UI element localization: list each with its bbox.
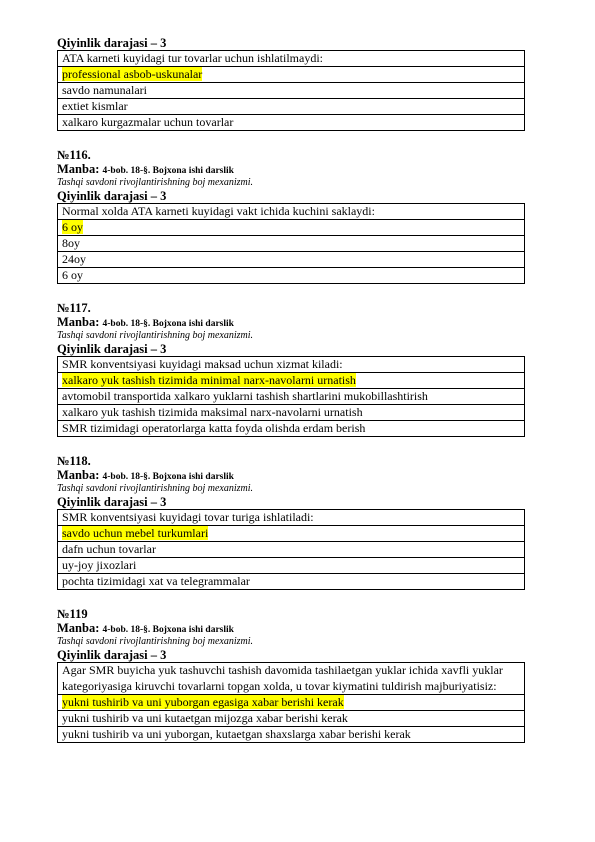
question-table <box>57 203 525 284</box>
answer-option: xalkaro yuk tashish tizimida maksimal narx-navolarni urnatish <box>58 405 525 421</box>
question-text: Agar SMR buyicha yuk tashuvchi tashish davomida tashilaetgan yuklar ichida xavfli yuklar kategoriyasiga kiruvchi tovarlarni topgan xolda, u tovar kiymatini tuldirish majburiyatisiz: <box>58 663 525 695</box>
question-number: №116. <box>57 148 91 162</box>
answer-option: dafn uchun tovarlar <box>58 542 525 558</box>
question-row <box>58 663 525 695</box>
answer-option: pochta tizimidagi xat va telegrammalar <box>58 574 525 590</box>
question-text: SMR konventsiyasi kuyidagi maksad uchun xizmat kiladi: <box>58 357 525 373</box>
question-row <box>58 510 525 526</box>
answer-row <box>58 67 525 83</box>
topic-line: Tashqi savdoni rivojlantirishning boj mexanizmi. <box>57 483 254 494</box>
source-line <box>57 468 525 482</box>
answer-option: avtomobil transportida xalkaro yuklarni tashish shartlarini mukobillashtirish <box>58 389 525 405</box>
answer-row <box>58 252 525 268</box>
correct-answer: 6 oy <box>62 220 83 234</box>
difficulty-level: Qiyinlik darajasi – 3 <box>57 189 167 203</box>
difficulty-level: Qiyinlik darajasi – 3 <box>57 495 167 509</box>
answer-option: 24oy <box>58 252 525 268</box>
source-line <box>57 315 525 329</box>
answer-row <box>58 574 525 590</box>
question-number: №117. <box>57 301 91 315</box>
answer-row <box>58 115 525 131</box>
answer-row <box>58 373 525 389</box>
question-table <box>57 356 525 437</box>
source-prefix: Manba: <box>57 315 100 329</box>
source-prefix: Manba: <box>57 621 100 635</box>
question-row <box>58 204 525 220</box>
source-line <box>57 162 525 176</box>
question-table <box>57 509 525 590</box>
correct-answer: xalkaro yuk tashish tizimida minimal narx-navolarni urnatish <box>62 373 356 387</box>
source-text: 4-bob. 18-§. Bojxona ishi darslik <box>102 166 234 176</box>
answer-row <box>58 558 525 574</box>
answer-option: xalkaro kurgazmalar uchun tovarlar <box>58 115 525 131</box>
answer-option: 8oy <box>58 236 525 252</box>
answer-row <box>58 695 525 711</box>
source-text: 4-bob. 18-§. Bojxona ishi darslik <box>102 625 234 635</box>
answer-row <box>58 711 525 727</box>
correct-answer: savdo uchun mebel turkumlari <box>62 526 209 540</box>
answer-option: savdo namunalari <box>58 83 525 99</box>
answer-row <box>58 727 525 743</box>
document-page <box>57 36 525 743</box>
question-table <box>57 50 525 131</box>
answer-row <box>58 526 525 542</box>
question-text: Normal xolda ATA karneti kuyidagi vakt ichida kuchini saklaydi: <box>58 204 525 220</box>
answer-row <box>58 236 525 252</box>
difficulty-level: Qiyinlik darajasi – 3 <box>57 342 167 356</box>
question-text: SMR konventsiyasi kuyidagi tovar turiga ishlatiladi: <box>58 510 525 526</box>
source-prefix: Manba: <box>57 162 100 176</box>
answer-row <box>58 389 525 405</box>
correct-answer: professional asbob-uskunalar <box>62 67 203 81</box>
difficulty-level: Qiyinlik darajasi – 3 <box>57 648 167 662</box>
answer-option: yukni tushirib va uni yuborgan, kutaetgan shaxslarga xabar berishi kerak <box>58 727 525 743</box>
question-number: №119 <box>57 607 88 621</box>
answer-option: uy-joy jixozlari <box>58 558 525 574</box>
question-text: ATA karneti kuyidagi tur tovarlar uchun ishlatilmaydi: <box>58 51 525 67</box>
question-number: №118. <box>57 454 91 468</box>
answer-row <box>58 220 525 236</box>
answer-option: SMR tizimidagi operatorlarga katta foyda olishda erdam berish <box>58 421 525 437</box>
answer-option: extiet kismlar <box>58 99 525 115</box>
answer-option: yukni tushirib va uni kutaetgan mijozga xabar berishi kerak <box>58 711 525 727</box>
source-prefix: Manba: <box>57 468 100 482</box>
answer-option: 6 oy <box>58 268 525 284</box>
answer-row <box>58 99 525 115</box>
source-line <box>57 621 525 635</box>
difficulty-level: Qiyinlik darajasi – 3 <box>57 36 167 50</box>
answer-row <box>58 542 525 558</box>
question-row <box>58 51 525 67</box>
answer-row <box>58 421 525 437</box>
correct-answer: yukni tushirib va uni yuborgan egasiga xabar berishi kerak <box>62 695 344 709</box>
topic-line: Tashqi savdoni rivojlantirishning boj mexanizmi. <box>57 177 254 188</box>
answer-row <box>58 268 525 284</box>
topic-line: Tashqi savdoni rivojlantirishning boj mexanizmi. <box>57 330 254 341</box>
answer-row <box>58 83 525 99</box>
source-text: 4-bob. 18-§. Bojxona ishi darslik <box>102 319 234 329</box>
question-table <box>57 662 525 743</box>
source-text: 4-bob. 18-§. Bojxona ishi darslik <box>102 472 234 482</box>
answer-row <box>58 405 525 421</box>
topic-line: Tashqi savdoni rivojlantirishning boj mexanizmi. <box>57 636 254 647</box>
question-row <box>58 357 525 373</box>
